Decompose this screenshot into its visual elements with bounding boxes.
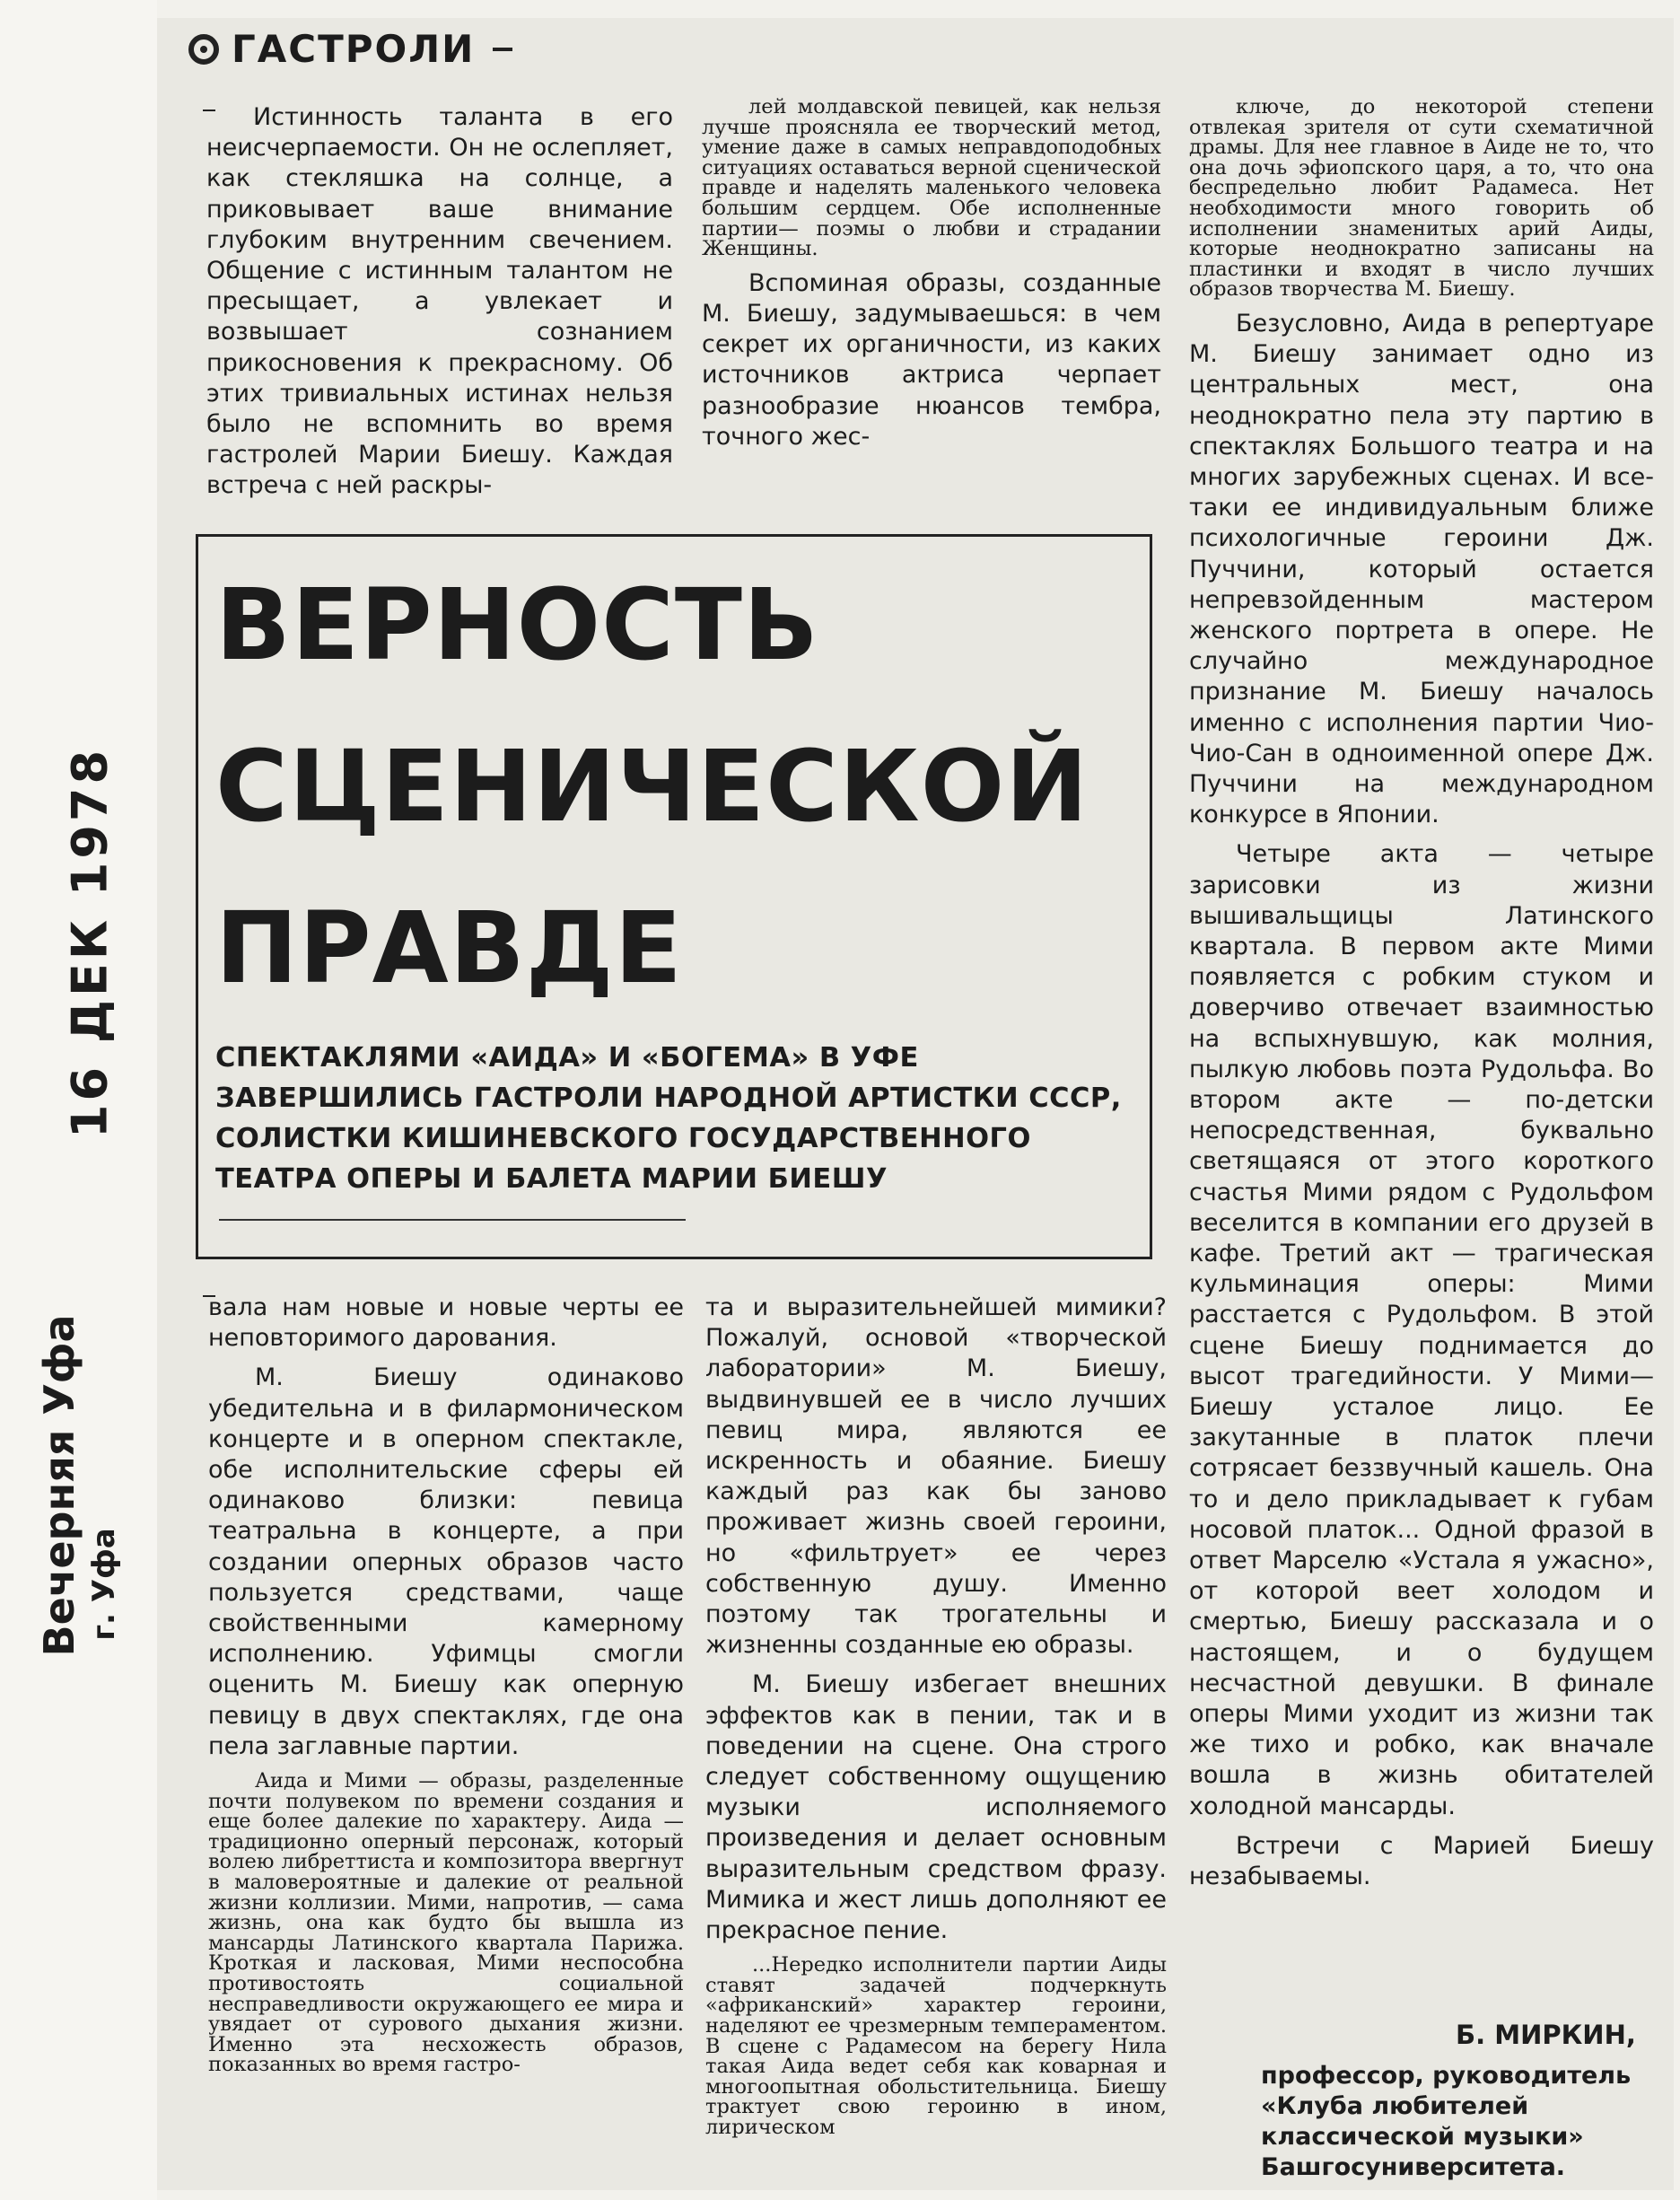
rubric-label: ГАСТРОЛИ	[232, 27, 476, 71]
bottom-middle-paragraph-1: та и выразительнейшей мимики? Пожалуй, основой «творческой лаборатории» М. Биешу, выдвинувшей ее в число лучших певиц мира, являются ее искренность и обаяние. Биешу каждый раз как бы заново проживает жизнь своей героини, но «фильтрует» ее через собственную душу. Именно поэтому так трогательны и жизненны созданные ею образы.	[705, 1293, 1167, 1660]
rubric-dash	[493, 48, 512, 51]
date-stamp: 16 ДЕК 1978	[61, 746, 118, 1139]
headline-line-1: ВЕРНОСТЬ	[215, 567, 819, 682]
headline	[215, 567, 1089, 1005]
intro-column	[206, 102, 673, 502]
bottom-left-small-text: Аида и Мими — образы, разделенные почти полувеком по времени создания и еще более далекие по характеру. Аида — традиционно оперный персонаж, который волею либреттиста и композитора ввергнут в маловероятные и далекие от реальной жизни коллизии. Мими, напротив, — сама жизнь, она как будто бы вышла из мансарды Латинского квартала Парижа. Кроткая и ласковая, Мими неспособна противостоять социальной несправедливости окружающего ее мира и увядает от сурового дыхания жизни. Именно эта несхожесть образов, показанных во время гастро-	[208, 1769, 684, 2077]
top-middle-column	[702, 97, 1161, 452]
bottom-middle-small-text: ...Нередко исполнители партии Аиды ставят задачей подчеркнуть «африканский» характер героини, наделяют ее чрезмерным темпераментом. В сцене с Радамесом на берегу Нила такая Аида ведет себя как коварная и многоопытная обольстительница. Биешу трактует свою героиню в ином, лирическом	[705, 1953, 1167, 2140]
author-title: профессор, руководитель «Клуба любителей классической музыки» Башгосуниверситета.	[1261, 2062, 1632, 2181]
subheadline: СПЕКТАКЛЯМИ «АИДА» И «БОГЕМА» В УФЕ ЗАВЕРШИЛИСЬ ГАСТРОЛИ НАРОДНОЙ АРТИСТКИ СССР, СОЛИСТКИ КИШИНЕВСКОГО ГОСУДАРСТВЕННОГО ТЕАТРА ОПЕРЫ И БАЛЕТА МАРИИ БИЕШУ	[215, 1042, 1122, 1195]
bottom-left-paragraph-1: вала нам новые и новые черты ее неповторимого дарования.	[208, 1293, 684, 1353]
top-middle-small-text: лей молдавской певицей, как нельзя лучше проясняла ее творческий метод, умение даже в самых неправдоподобных ситуациях оставаться верной сценической правде и наделять маленького человека большим сердцем. Обе исполненные партии— поэмы о любви и страдании Женщины.	[702, 95, 1161, 261]
right-paragraph-3: Встречи с Марией Биешу незабываемы.	[1189, 1831, 1654, 1891]
section-rubric	[188, 27, 512, 71]
right-paragraph-2: Четыре акта — четыре зарисовки из жизни вышивальщицы Латинского квартала. В первом акте Мими появляется с робким стуком и доверчиво отвечает взаимностью на вспыхнувшую, как молния, пылкую любовь поэта Рудольфа. Во втором акте — по-детски непосредственная, буквально светящаяся от этого короткого счастья Мими рядом с Рудольфом веселится в компании его друзей в кафе. Третий акт — трагическая кульминация оперы: Мими расстается с Рудольфом. В этой сцене Биешу поднимается до высот трагедийности. У Мими—Биешу усталое лицо. Ее закутанные в платок плечи сотрясает беззвучный кашель. Она то и дело прикладывает к губам носовой платок... Одной фразой в ответ Марселю «Устала я ужасно», от которой веет холодом и смертью, Биешу рассказала и о настоящем, и о будущем несчастной девушки. В финале оперы Мими уходит из жизни так же тихо и робко, как вначале вошла в жизнь обитателей холодной мансарды.	[1189, 840, 1654, 1820]
right-column	[1189, 97, 1654, 1892]
bottom-left-column	[208, 1293, 684, 2075]
right-paragraph-1: Безусловно, Аида в репертуаре М. Биешу занимает одно из центральных мест, она неоднократно пела эту партию в спектаклях Большого театра и на многих зарубежных сценах. И все-таки ее индивидуальным ближе психологичные героини Дж. Пуччини, который остается непревзойденным мастером женского портрета в опере. Не случайно международное признание М. Биешу началось именно с исполнения партии Чио-Чио-Сан в одноименной опере Дж. Пуччини на международном конкурсе в Японии.	[1189, 309, 1654, 829]
bottom-left-paragraph-2: М. Биешу одинаково убедительна и в филармоническом концерте и в оперном спектакле, обе исполнительские сферы ей одинаково близки: певица театральна в концерте, а при создании оперных образов часто пользуется средствами, чаще свойственными камерному исполнению. Уфимцы смогли оценить М. Биешу как оперную певицу в двух спектаклях, где она пела заглавные партии.	[208, 1363, 684, 1760]
author-name: Б. МИРКИН,	[1456, 2020, 1636, 2050]
newspaper-name-stamp: Вечерняя Уфа	[35, 1314, 83, 1657]
subheadline-rule	[219, 1219, 686, 1221]
intro-paragraph: Истинность таланта в его неисчерпаемости. Он не ослепляет, как стекляшка на солнце, а приковывает ваше внимание глубоким внутренним свечением. Общение с истинным талантом не пресыщает, а увлекает и возвышает сознанием прикосновения к прекрасному. Об этих тривиальных истинах нельзя было не вспомнить во время гастролей Марии Биешу. Каждая встреча с ней раскры-	[206, 103, 673, 500]
right-small-text: ключе, до некоторой степени отвлекая зрителя от сути схематичной драмы. Для нее главное в Аиде не то, что она дочь эфиопского царя, а то, что она беспредельно любит Радамеса. Нет необходимости много говорить об исполнении знаменитых арий Аиды, которые неоднократно записаны на пластинки и входят в число лучших образов творчества М. Биешу.	[1189, 95, 1654, 302]
bullet-circle-icon	[188, 34, 219, 65]
bottom-middle-column	[705, 1293, 1167, 2138]
headline-line-3: ПРАВДЕ	[215, 890, 683, 1005]
bottom-middle-paragraph-2: М. Биешу избегает внешних эффектов как в пении, так и в поведении на сцене. Она строго следует собственному ощущению музыки исполняемого произведения и делает основным выразительным средством фразу. Мимика и жест лишь дополняют ее прекрасное пение.	[705, 1670, 1167, 1945]
top-middle-paragraph: Вспоминая образы, созданные М. Биешу, задумываешься: в чем секрет их органичности, из каких источников актриса черпает разнообразие нюансов тембра, точного жес-	[702, 268, 1161, 451]
city-stamp: г. Уфа	[86, 1528, 122, 1641]
headline-line-2: СЦЕНИЧЕСКОЙ	[215, 729, 1089, 844]
